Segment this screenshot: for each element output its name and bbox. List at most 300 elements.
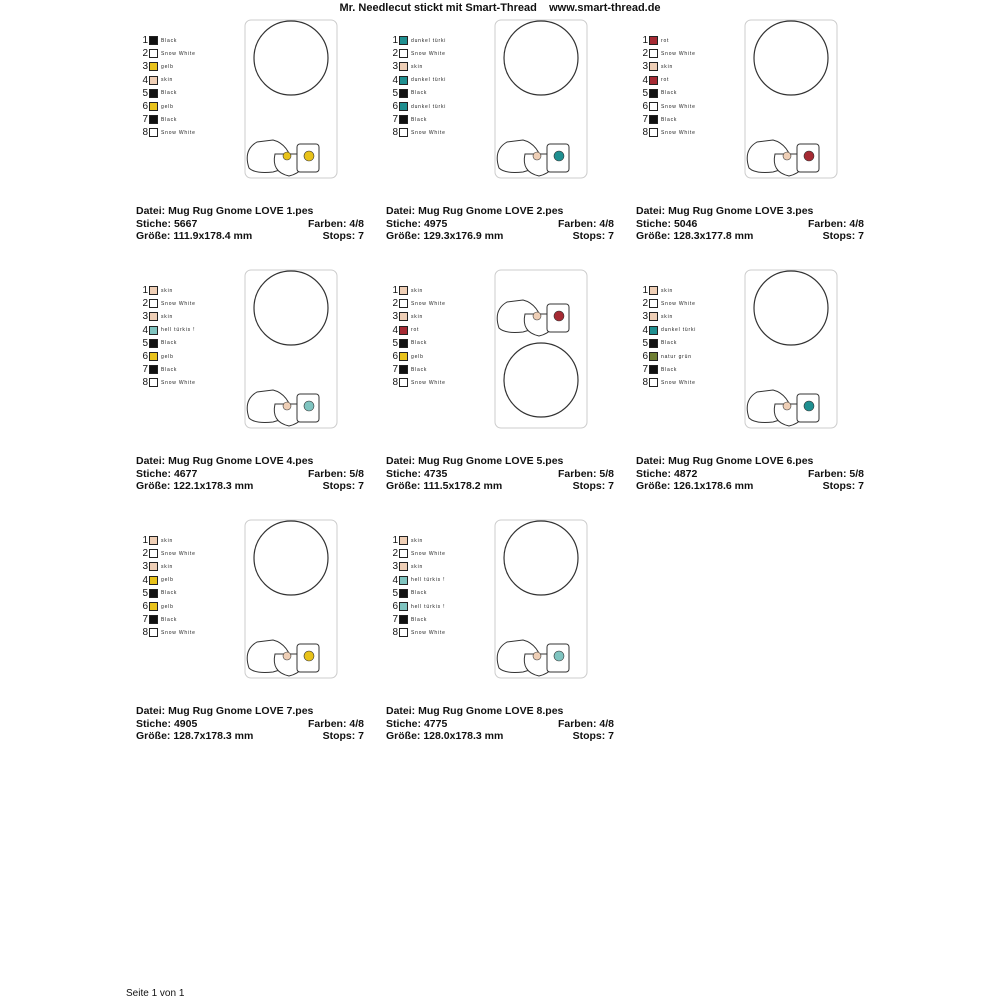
thread-row — [140, 626, 196, 639]
thread-name: skin — [161, 563, 174, 570]
stops-value: 7 — [358, 730, 364, 742]
thread-row — [140, 60, 196, 73]
thread-number: 6 — [142, 601, 148, 613]
colors-label: Farben: — [307, 217, 347, 230]
stops-value: 7 — [358, 230, 364, 242]
thread-name: Snow White — [411, 300, 446, 307]
thread-name: Black — [661, 116, 678, 123]
thread-name: Snow White — [411, 379, 446, 386]
thread-swatch — [149, 602, 158, 611]
colors-label: Farben: — [807, 217, 847, 230]
stitches-value: 4905 — [173, 717, 198, 730]
thread-number: 3 — [142, 61, 148, 73]
thread-row — [140, 284, 196, 297]
thread-row — [640, 284, 696, 297]
thread-number: 5 — [642, 87, 648, 99]
thread-name: Black — [661, 340, 678, 347]
size-value: 129.3x176.9 mm — [423, 230, 504, 242]
mug-circle — [754, 21, 828, 95]
size-label: Größe: — [636, 480, 671, 492]
thread-swatch — [649, 299, 658, 308]
thread-name: skin — [411, 537, 424, 544]
design-card — [636, 268, 868, 492]
thread-number: 7 — [392, 114, 398, 126]
thread-number: 4 — [142, 324, 148, 336]
colors-label: Farben: — [557, 467, 597, 480]
thread-name: gelb — [411, 353, 424, 360]
thread-row — [390, 74, 446, 87]
size-label: Größe: — [136, 480, 171, 492]
design-card — [386, 268, 618, 492]
thread-legend — [640, 34, 696, 140]
design-preview-svg — [487, 268, 608, 448]
gnome-figure — [247, 140, 319, 176]
thread-number: 5 — [142, 587, 148, 599]
file-value: Mug Rug Gnome LOVE 4.pes — [168, 455, 314, 467]
stops-label: Stops: — [572, 480, 606, 492]
thread-number: 7 — [642, 364, 648, 376]
stops-value: 7 — [858, 230, 864, 242]
stitches-row — [386, 468, 614, 481]
thread-row — [140, 113, 196, 126]
thread-name: skin — [411, 287, 424, 294]
thread-swatch — [649, 365, 658, 374]
stops-value: 7 — [858, 480, 864, 492]
design-card — [636, 18, 868, 242]
thread-number: 2 — [142, 48, 148, 60]
thread-name: rot — [411, 327, 420, 334]
thread-row — [140, 600, 196, 613]
thread-swatch — [149, 339, 158, 348]
thread-number: 3 — [392, 61, 398, 73]
thread-number: 6 — [392, 351, 398, 363]
thread-swatch — [399, 89, 408, 98]
mug-circle — [754, 271, 828, 345]
thread-row — [390, 337, 446, 350]
file-row — [636, 205, 864, 218]
thread-legend — [390, 34, 446, 140]
design-preview — [487, 268, 608, 448]
gnome-ornament — [304, 651, 314, 661]
thread-number: 8 — [392, 627, 398, 639]
thread-legend — [140, 34, 196, 140]
gnome-nose — [783, 152, 791, 160]
thread-number: 8 — [142, 627, 148, 639]
thread-name: Snow White — [661, 300, 696, 307]
size-label: Größe: — [386, 230, 421, 242]
gnome-figure — [247, 640, 319, 676]
thread-swatch — [399, 628, 408, 637]
thread-legend — [140, 534, 196, 640]
stitches-label: Stiche: — [136, 717, 172, 730]
file-name — [136, 705, 313, 718]
file-row — [136, 455, 364, 468]
thread-swatch — [149, 378, 158, 387]
thread-number: 3 — [392, 561, 398, 573]
design-card — [386, 518, 618, 742]
stops-value: 7 — [608, 230, 614, 242]
thread-row — [140, 574, 196, 587]
stitches-row — [636, 218, 864, 231]
thread-number: 4 — [142, 74, 148, 86]
thread-number: 6 — [642, 101, 648, 113]
thread-number: 1 — [392, 535, 398, 547]
stitches-value: 5046 — [673, 217, 698, 230]
thread-swatch — [149, 536, 158, 545]
thread-name: Snow White — [411, 129, 446, 136]
file-value: Mug Rug Gnome LOVE 7.pes — [168, 705, 314, 717]
thread-number: 4 — [642, 74, 648, 86]
file-value: Mug Rug Gnome LOVE 3.pes — [668, 205, 814, 217]
thread-name: Black — [661, 90, 678, 97]
page-footer: Seite 1 von 1 — [126, 988, 185, 999]
thread-number: 6 — [142, 101, 148, 113]
thread-row — [640, 87, 696, 100]
stitches-value: 4775 — [423, 717, 448, 730]
thread-swatch — [399, 62, 408, 71]
thread-swatch — [399, 589, 408, 598]
thread-swatch — [149, 128, 158, 137]
stitches-value: 4872 — [673, 467, 698, 480]
file-label: Datei: — [386, 705, 416, 717]
thread-swatch — [149, 365, 158, 374]
thread-row — [390, 47, 446, 60]
thread-swatch — [399, 299, 408, 308]
file-value: Mug Rug Gnome LOVE 6.pes — [668, 455, 814, 467]
thread-row — [140, 310, 196, 323]
thread-number: 6 — [642, 351, 648, 363]
design-preview — [237, 268, 358, 448]
thread-row — [390, 363, 446, 376]
file-label: Datei: — [386, 455, 416, 467]
stops-label: Stops: — [322, 230, 356, 242]
thread-swatch — [649, 102, 658, 111]
thread-number: 3 — [142, 561, 148, 573]
stitches-row — [136, 218, 364, 231]
thread-name: Snow White — [411, 50, 446, 57]
file-name — [136, 205, 313, 218]
thread-number: 5 — [392, 337, 398, 349]
thread-row — [390, 34, 446, 47]
design-preview-svg — [237, 18, 358, 198]
stitches-row — [136, 718, 364, 731]
thread-name: skin — [661, 287, 674, 294]
colors-value: 4/8 — [599, 717, 614, 730]
thread-swatch — [149, 115, 158, 124]
stops-value: 7 — [608, 480, 614, 492]
thread-row — [140, 297, 196, 310]
thread-name: Snow White — [661, 50, 696, 57]
thread-row — [390, 87, 446, 100]
thread-row — [140, 87, 196, 100]
thread-swatch — [649, 36, 658, 45]
gnome-ornament — [304, 401, 314, 411]
thread-legend — [390, 284, 446, 390]
thread-number: 6 — [392, 101, 398, 113]
stitches-value: 4975 — [423, 217, 448, 230]
gnome-nose — [283, 652, 291, 660]
colors-value: 4/8 — [849, 217, 864, 230]
stitches-row — [136, 468, 364, 481]
size-row — [136, 480, 364, 493]
design-info — [136, 205, 364, 243]
thread-row — [390, 560, 446, 573]
thread-number: 2 — [392, 548, 398, 560]
thread-name: rot — [661, 37, 670, 44]
thread-swatch — [399, 286, 408, 295]
thread-number: 2 — [142, 548, 148, 560]
file-name — [386, 205, 563, 218]
size-row — [636, 480, 864, 493]
design-info — [636, 455, 864, 493]
thread-row — [640, 350, 696, 363]
thread-row — [140, 337, 196, 350]
thread-name: Snow White — [161, 379, 196, 386]
stops-label: Stops: — [822, 230, 856, 242]
thread-name: gelb — [161, 103, 174, 110]
design-preview-svg — [237, 518, 358, 698]
thread-swatch — [649, 49, 658, 58]
file-row — [136, 705, 364, 718]
thread-row — [140, 376, 196, 389]
thread-row — [140, 100, 196, 113]
thread-swatch — [649, 326, 658, 335]
design-preview — [737, 18, 858, 198]
colors-label: Farben: — [307, 467, 347, 480]
mug-circle — [504, 521, 578, 595]
size-row — [386, 730, 614, 743]
design-preview-svg — [487, 518, 608, 698]
size-value: 126.1x178.6 mm — [673, 480, 754, 492]
thread-name: Black — [411, 366, 428, 373]
thread-name: Black — [411, 90, 428, 97]
gnome-ornament — [554, 151, 564, 161]
colors-value: 5/8 — [599, 467, 614, 480]
thread-swatch — [149, 326, 158, 335]
thread-number: 1 — [142, 535, 148, 547]
colors-label: Farben: — [307, 717, 347, 730]
page-title: Mr. Needlecut stickt mit Smart-Thread www.smart-thread.de — [339, 2, 661, 14]
thread-name: hell türkis ! — [411, 603, 446, 610]
thread-name: Black — [661, 366, 678, 373]
thread-legend — [140, 284, 196, 390]
design-card — [136, 268, 368, 492]
design-info — [636, 205, 864, 243]
thread-row — [390, 126, 446, 139]
thread-swatch — [649, 62, 658, 71]
colors-label: Farben: — [557, 217, 597, 230]
design-preview-svg — [737, 18, 858, 198]
thread-name: Snow White — [411, 629, 446, 636]
thread-name: skin — [161, 537, 174, 544]
size-value: 128.0x178.3 mm — [423, 730, 504, 742]
colors-value: 4/8 — [349, 217, 364, 230]
thread-name: Snow White — [161, 550, 196, 557]
thread-number: 8 — [642, 127, 648, 139]
thread-row — [640, 60, 696, 73]
thread-number: 1 — [392, 285, 398, 297]
thread-number: 1 — [142, 285, 148, 297]
thread-row — [390, 376, 446, 389]
file-label: Datei: — [636, 205, 666, 217]
design-preview-svg — [737, 268, 858, 448]
thread-number: 6 — [142, 351, 148, 363]
gnome-figure — [497, 300, 569, 336]
thread-name: Black — [161, 590, 178, 597]
thread-row — [390, 547, 446, 560]
thread-number: 2 — [642, 48, 648, 60]
thread-name: skin — [411, 563, 424, 570]
thread-name: Black — [411, 616, 428, 623]
design-card — [136, 18, 368, 242]
thread-swatch — [399, 326, 408, 335]
thread-swatch — [399, 365, 408, 374]
thread-name: hell türkis ! — [411, 577, 446, 584]
size-label: Größe: — [136, 730, 171, 742]
gnome-ornament — [804, 151, 814, 161]
thread-row — [390, 284, 446, 297]
size-row — [386, 480, 614, 493]
thread-number: 5 — [142, 337, 148, 349]
thread-swatch — [399, 115, 408, 124]
thread-swatch — [149, 352, 158, 361]
thread-row — [390, 626, 446, 639]
gnome-nose — [533, 652, 541, 660]
thread-row — [390, 113, 446, 126]
thread-row — [390, 310, 446, 323]
design-info — [386, 705, 614, 743]
thread-row — [140, 534, 196, 547]
thread-number: 5 — [392, 87, 398, 99]
thread-swatch — [649, 286, 658, 295]
thread-row — [140, 560, 196, 573]
thread-swatch — [399, 352, 408, 361]
thread-swatch — [649, 76, 658, 85]
size-label: Größe: — [386, 730, 421, 742]
stitches-label: Stiche: — [386, 717, 422, 730]
stops-label: Stops: — [572, 230, 606, 242]
thread-swatch — [399, 36, 408, 45]
thread-name: gelb — [161, 63, 174, 70]
thread-swatch — [399, 562, 408, 571]
mug-circle — [254, 21, 328, 95]
gnome-figure — [747, 140, 819, 176]
gnome-figure — [747, 390, 819, 426]
thread-name: dunkel türki — [411, 37, 447, 44]
size-label: Größe: — [636, 230, 671, 242]
gnome-ornament — [554, 651, 564, 661]
thread-row — [390, 297, 446, 310]
thread-number: 7 — [142, 614, 148, 626]
size-row — [136, 730, 364, 743]
colors-value: 4/8 — [599, 217, 614, 230]
thread-swatch — [399, 312, 408, 321]
thread-row — [140, 34, 196, 47]
thread-name: Black — [411, 116, 428, 123]
gnome-nose — [283, 402, 291, 410]
thread-row — [640, 376, 696, 389]
thread-number: 2 — [392, 298, 398, 310]
thread-swatch — [649, 312, 658, 321]
thread-swatch — [399, 339, 408, 348]
size-label: Größe: — [136, 230, 171, 242]
thread-name: Snow White — [661, 129, 696, 136]
gnome-figure — [497, 640, 569, 676]
size-row — [636, 230, 864, 243]
thread-name: Black — [411, 340, 428, 347]
thread-swatch — [649, 89, 658, 98]
thread-swatch — [149, 102, 158, 111]
stops-value: 7 — [608, 730, 614, 742]
thread-number: 1 — [642, 285, 648, 297]
stitches-label: Stiche: — [136, 467, 172, 480]
thread-number: 1 — [392, 35, 398, 47]
colors-label: Farben: — [557, 717, 597, 730]
thread-row — [390, 600, 446, 613]
thread-number: 2 — [642, 298, 648, 310]
file-row — [386, 205, 614, 218]
thread-number: 7 — [642, 114, 648, 126]
thread-swatch — [149, 589, 158, 598]
colors-value: 4/8 — [349, 717, 364, 730]
design-preview — [487, 18, 608, 198]
thread-row — [390, 60, 446, 73]
thread-row — [640, 34, 696, 47]
thread-swatch — [149, 49, 158, 58]
thread-name: dunkel türki — [661, 327, 697, 334]
size-row — [136, 230, 364, 243]
gnome-ornament — [554, 311, 564, 321]
gnome-nose — [783, 402, 791, 410]
thread-row — [390, 574, 446, 587]
thread-number: 1 — [642, 35, 648, 47]
mug-circle — [504, 21, 578, 95]
thread-row — [640, 113, 696, 126]
thread-swatch — [399, 378, 408, 387]
gnome-ornament — [804, 401, 814, 411]
file-value: Mug Rug Gnome LOVE 1.pes — [168, 205, 314, 217]
design-info — [136, 705, 364, 743]
design-info — [386, 455, 614, 493]
thread-number: 4 — [392, 574, 398, 586]
thread-row — [140, 47, 196, 60]
thread-row — [140, 324, 196, 337]
thread-swatch — [649, 378, 658, 387]
file-value: Mug Rug Gnome LOVE 8.pes — [418, 705, 564, 717]
thread-row — [140, 547, 196, 560]
thread-name: Snow White — [161, 50, 196, 57]
thread-swatch — [149, 562, 158, 571]
stitches-row — [386, 218, 614, 231]
thread-swatch — [649, 339, 658, 348]
thread-name: skin — [161, 77, 174, 84]
thread-name: dunkel türki — [411, 103, 447, 110]
thread-swatch — [399, 602, 408, 611]
thread-name: Snow White — [161, 629, 196, 636]
thread-number: 2 — [392, 48, 398, 60]
thread-number: 4 — [392, 74, 398, 86]
thread-swatch — [149, 549, 158, 558]
gnome-nose — [533, 152, 541, 160]
thread-row — [140, 350, 196, 363]
colors-value: 5/8 — [849, 467, 864, 480]
thread-swatch — [149, 312, 158, 321]
file-name — [136, 455, 313, 468]
stitches-row — [386, 718, 614, 731]
thread-row — [390, 613, 446, 626]
thread-row — [390, 100, 446, 113]
file-name — [386, 455, 563, 468]
